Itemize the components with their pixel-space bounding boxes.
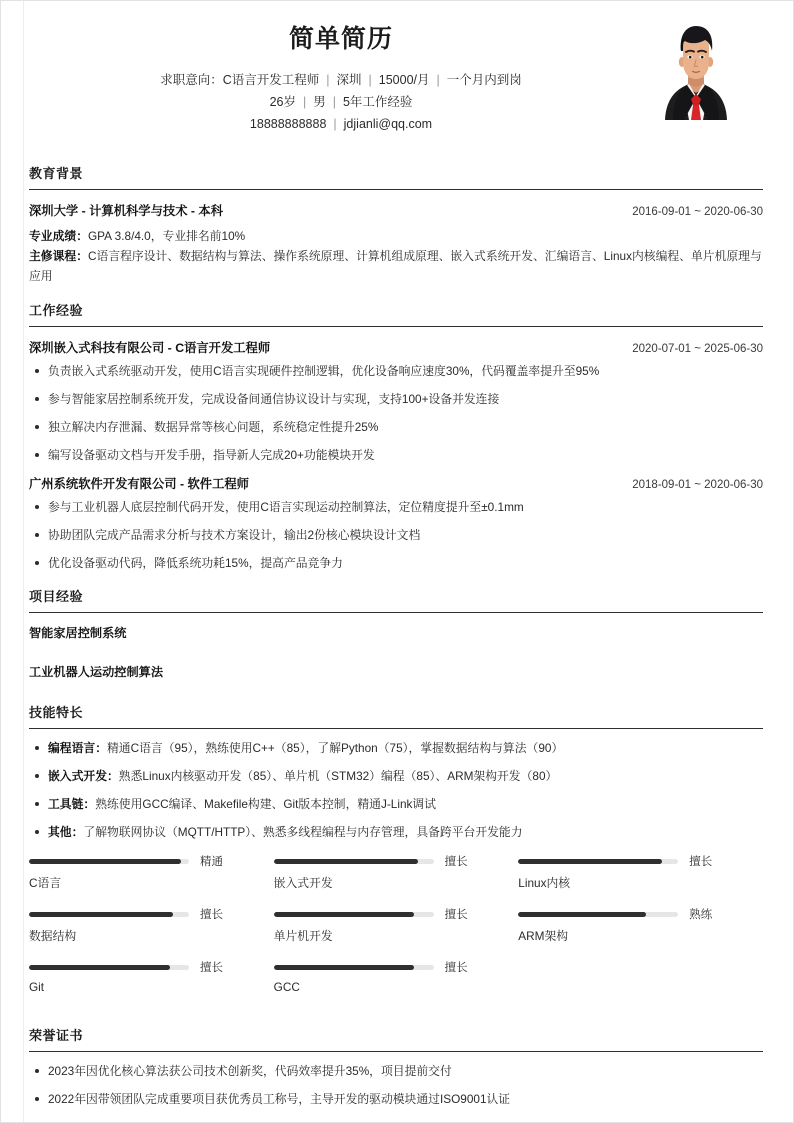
honor-bullet: 2022年因带领团队完成重要项目获优秀员工称号，主导开发的驱动模块通过ISO9001认证 [29,1091,763,1108]
skill-bar-track [274,965,434,970]
skill-bullet [29,796,763,813]
skill-bar-label: Linux内核 [518,876,571,890]
skill-bar-level: 擅长 [444,856,468,868]
skill-bar-row [274,961,519,973]
honor-bullet-list [29,1063,763,1108]
work-bullet: 协助团队完成产品需求分析与技术方案设计，输出2份核心模块设计文档 [29,527,763,544]
work-bullet-list [29,363,763,464]
skill-bar-track [29,859,189,864]
work-bullet: 参与工业机器人底层控制代码开发，使用C语言实现运动控制算法，定位精度提升至±0.1mm [29,499,763,516]
work-entry [29,474,763,572]
section-divider [29,728,763,729]
skill-bar-track [29,912,189,917]
section-projects [29,586,763,680]
work-bullet: 参与智能家居控制系统开发，完成设备间通信协议设计与实现，支持100+设备并发连接 [29,391,763,408]
project-item: 工业机器人运动控制算法 [29,665,164,679]
skill-bar-label: ARM架构 [518,929,569,943]
work-entry [29,338,763,464]
contact-separator: | [332,95,336,109]
skill-bar-item [274,855,519,891]
skill-bar-level: 擅长 [200,909,223,921]
work-entry-list [29,338,763,572]
honor-bullet: 2023年因优化核心算法获公司技术创新奖，代码效率提升35%，项目提前交付 [29,1063,763,1080]
skill-bar-fill [518,859,662,864]
education-date: 2016-09-01 ~ 2020-06-30 [632,206,763,218]
contact-separator: | [368,73,372,87]
skill-bullet-label: 其他： [48,825,84,839]
education-detail-label: 专业成绩： [29,229,88,243]
skill-bar-item [518,908,763,944]
skill-bar-row [29,961,274,973]
skill-bullet-value: 熟悉Linux内核驱动开发（85）、单片机（STM32）编程（85）、ARM架构开发（80） [118,769,558,783]
skill-bar-label: Git [29,980,45,994]
contact-item: 26岁 [269,95,296,109]
contact-item: 18888888888 [249,117,327,131]
education-detail [29,246,763,286]
skill-bar-track [518,912,678,917]
contact-item: 5年工作经验 [342,95,413,109]
education-entry [29,201,763,286]
skill-bar-level: 擅长 [444,962,468,974]
section-title-work: 工作经验 [29,303,84,318]
section-divider [29,1051,763,1052]
section-title-skills: 技能特长 [29,705,84,720]
section-divider [29,326,763,327]
work-bullet: 独立解决内存泄漏、数据异常等核心问题，系统稳定性提升25% [29,419,763,436]
education-detail-value: GPA 3.8/4.0，专业排名前10% [88,229,246,243]
skill-bar-fill [274,912,415,917]
section-education [29,163,763,286]
skill-bar-fill [274,965,415,970]
work-entry-head [29,338,763,356]
contact-item: 15000/月 [378,73,430,87]
skill-bar-item [29,855,274,891]
section-work [29,300,763,572]
skill-bar-fill [29,965,170,970]
section-skills [29,702,763,1011]
skill-bar-track [518,859,678,864]
skill-bullet-label: 工具链： [48,797,96,811]
contact-item: 求职意向：C语言开发工程师 [160,73,320,87]
skill-bar-track [29,965,189,970]
skill-bullet-value: 了解物联网协议（MQTT/HTTP）、熟悉多线程编程与内存管理，具备跨平台开发能力 [83,825,523,839]
work-bullet-list [29,499,763,572]
education-detail-label: 主修课程： [29,249,88,263]
skill-bar-list [29,855,763,1011]
project-item-list [29,624,763,680]
skill-bar-level: 擅长 [689,856,713,868]
contact-separator: | [326,73,330,87]
person-avatar-illustration-icon [651,20,741,120]
skill-bullet [29,768,763,785]
resume-header [29,1,763,149]
skill-bullet [29,824,763,841]
skill-bar-row [518,855,763,867]
contact-item: jdjianli@qq.com [343,117,433,131]
skill-bar-level: 擅长 [444,909,468,921]
contact-item: 男 [313,95,326,109]
education-entry-head [29,201,763,219]
skill-bar-item [29,908,274,944]
education-title: 深圳大学 - 计算机科学与技术 - 本科 [29,204,224,218]
work-date: 2020-07-01 ~ 2025-06-30 [632,343,763,355]
section-title-honors: 荣誉证书 [29,1028,84,1043]
project-item: 智能家居控制系统 [29,626,127,640]
work-entry-head [29,474,763,492]
section-divider [29,612,763,613]
skill-bar-fill [29,912,173,917]
avatar [651,20,741,120]
skill-bullet-label: 嵌入式开发： [48,769,119,783]
skill-bar-label: GCC [273,980,300,994]
section-divider [29,189,763,190]
skill-bar-row [29,908,274,920]
skill-bar-fill [274,859,418,864]
skill-bullet-value: 精通C语言（95），熟练使用C++（85），了解Python（75），掌握数据结构与算法（90） [107,741,564,755]
skill-bullet-value: 熟练使用GCC编译、Makefile构建、Git版本控制，精通J-Link调试 [95,797,437,811]
skill-bullet-label: 编程语言： [48,741,107,755]
work-company-role: 深圳嵌入式科技有限公司 - C语言开发工程师 [29,341,271,355]
skill-bar-label: 数据结构 [29,929,77,943]
work-date: 2018-09-01 ~ 2020-06-30 [632,479,763,491]
skill-bar-item [29,961,274,994]
skill-bar-track [274,859,434,864]
section-title-projects: 项目经验 [29,589,84,604]
page-title: 简单简历 [288,25,393,53]
contact-separator: | [333,117,337,131]
skill-bar-row [274,908,519,920]
skill-bar-fill [29,859,181,864]
work-bullet: 优化设备驱动代码，降低系统功耗15%，提高产品竞争力 [29,555,763,572]
contact-separator: | [302,95,307,109]
skill-bar-level: 熟练 [689,909,713,921]
skill-bar-item [518,855,763,891]
skill-bar-track [274,912,434,917]
skill-bar-label: 嵌入式开发 [273,876,333,890]
education-detail-value: C语言程序设计、数据结构与算法、操作系统原理、计算机组成原理、嵌入式系统开发、汇编语言、Linux内核编程、单片机原理与应用 [29,249,762,283]
contact-item: 一个月内到岗 [446,73,522,87]
contact-item: 深圳 [336,73,362,87]
skill-bullet-list [29,740,763,841]
skill-bar-row [274,855,519,867]
section-honors [29,1025,763,1108]
work-bullet: 编写设备驱动文档与开发手册，指导新人完成20+功能模块开发 [29,447,763,464]
work-company-role: 广州系统软件开发有限公司 - 软件工程师 [29,477,249,491]
skill-bar-row [29,855,274,867]
skill-bar-item [274,908,519,944]
education-detail [29,226,763,246]
skill-bar-item [274,961,519,994]
work-bullet: 负责嵌入式系统驱动开发，使用C语言实现硬件控制逻辑，优化设备响应速度30%，代码覆盖率提升至95% [29,363,763,380]
section-title-education: 教育背景 [29,166,84,181]
skill-bar-level: 精通 [200,856,223,868]
skill-bar-fill [518,912,646,917]
skill-bar-row [518,908,763,920]
skill-bar-level: 擅长 [200,962,223,974]
skill-bar-label: C语言 [29,876,62,890]
contact-separator: | [436,73,440,87]
skill-bar-label: 单片机开发 [273,929,333,943]
skill-bullet [29,740,763,757]
